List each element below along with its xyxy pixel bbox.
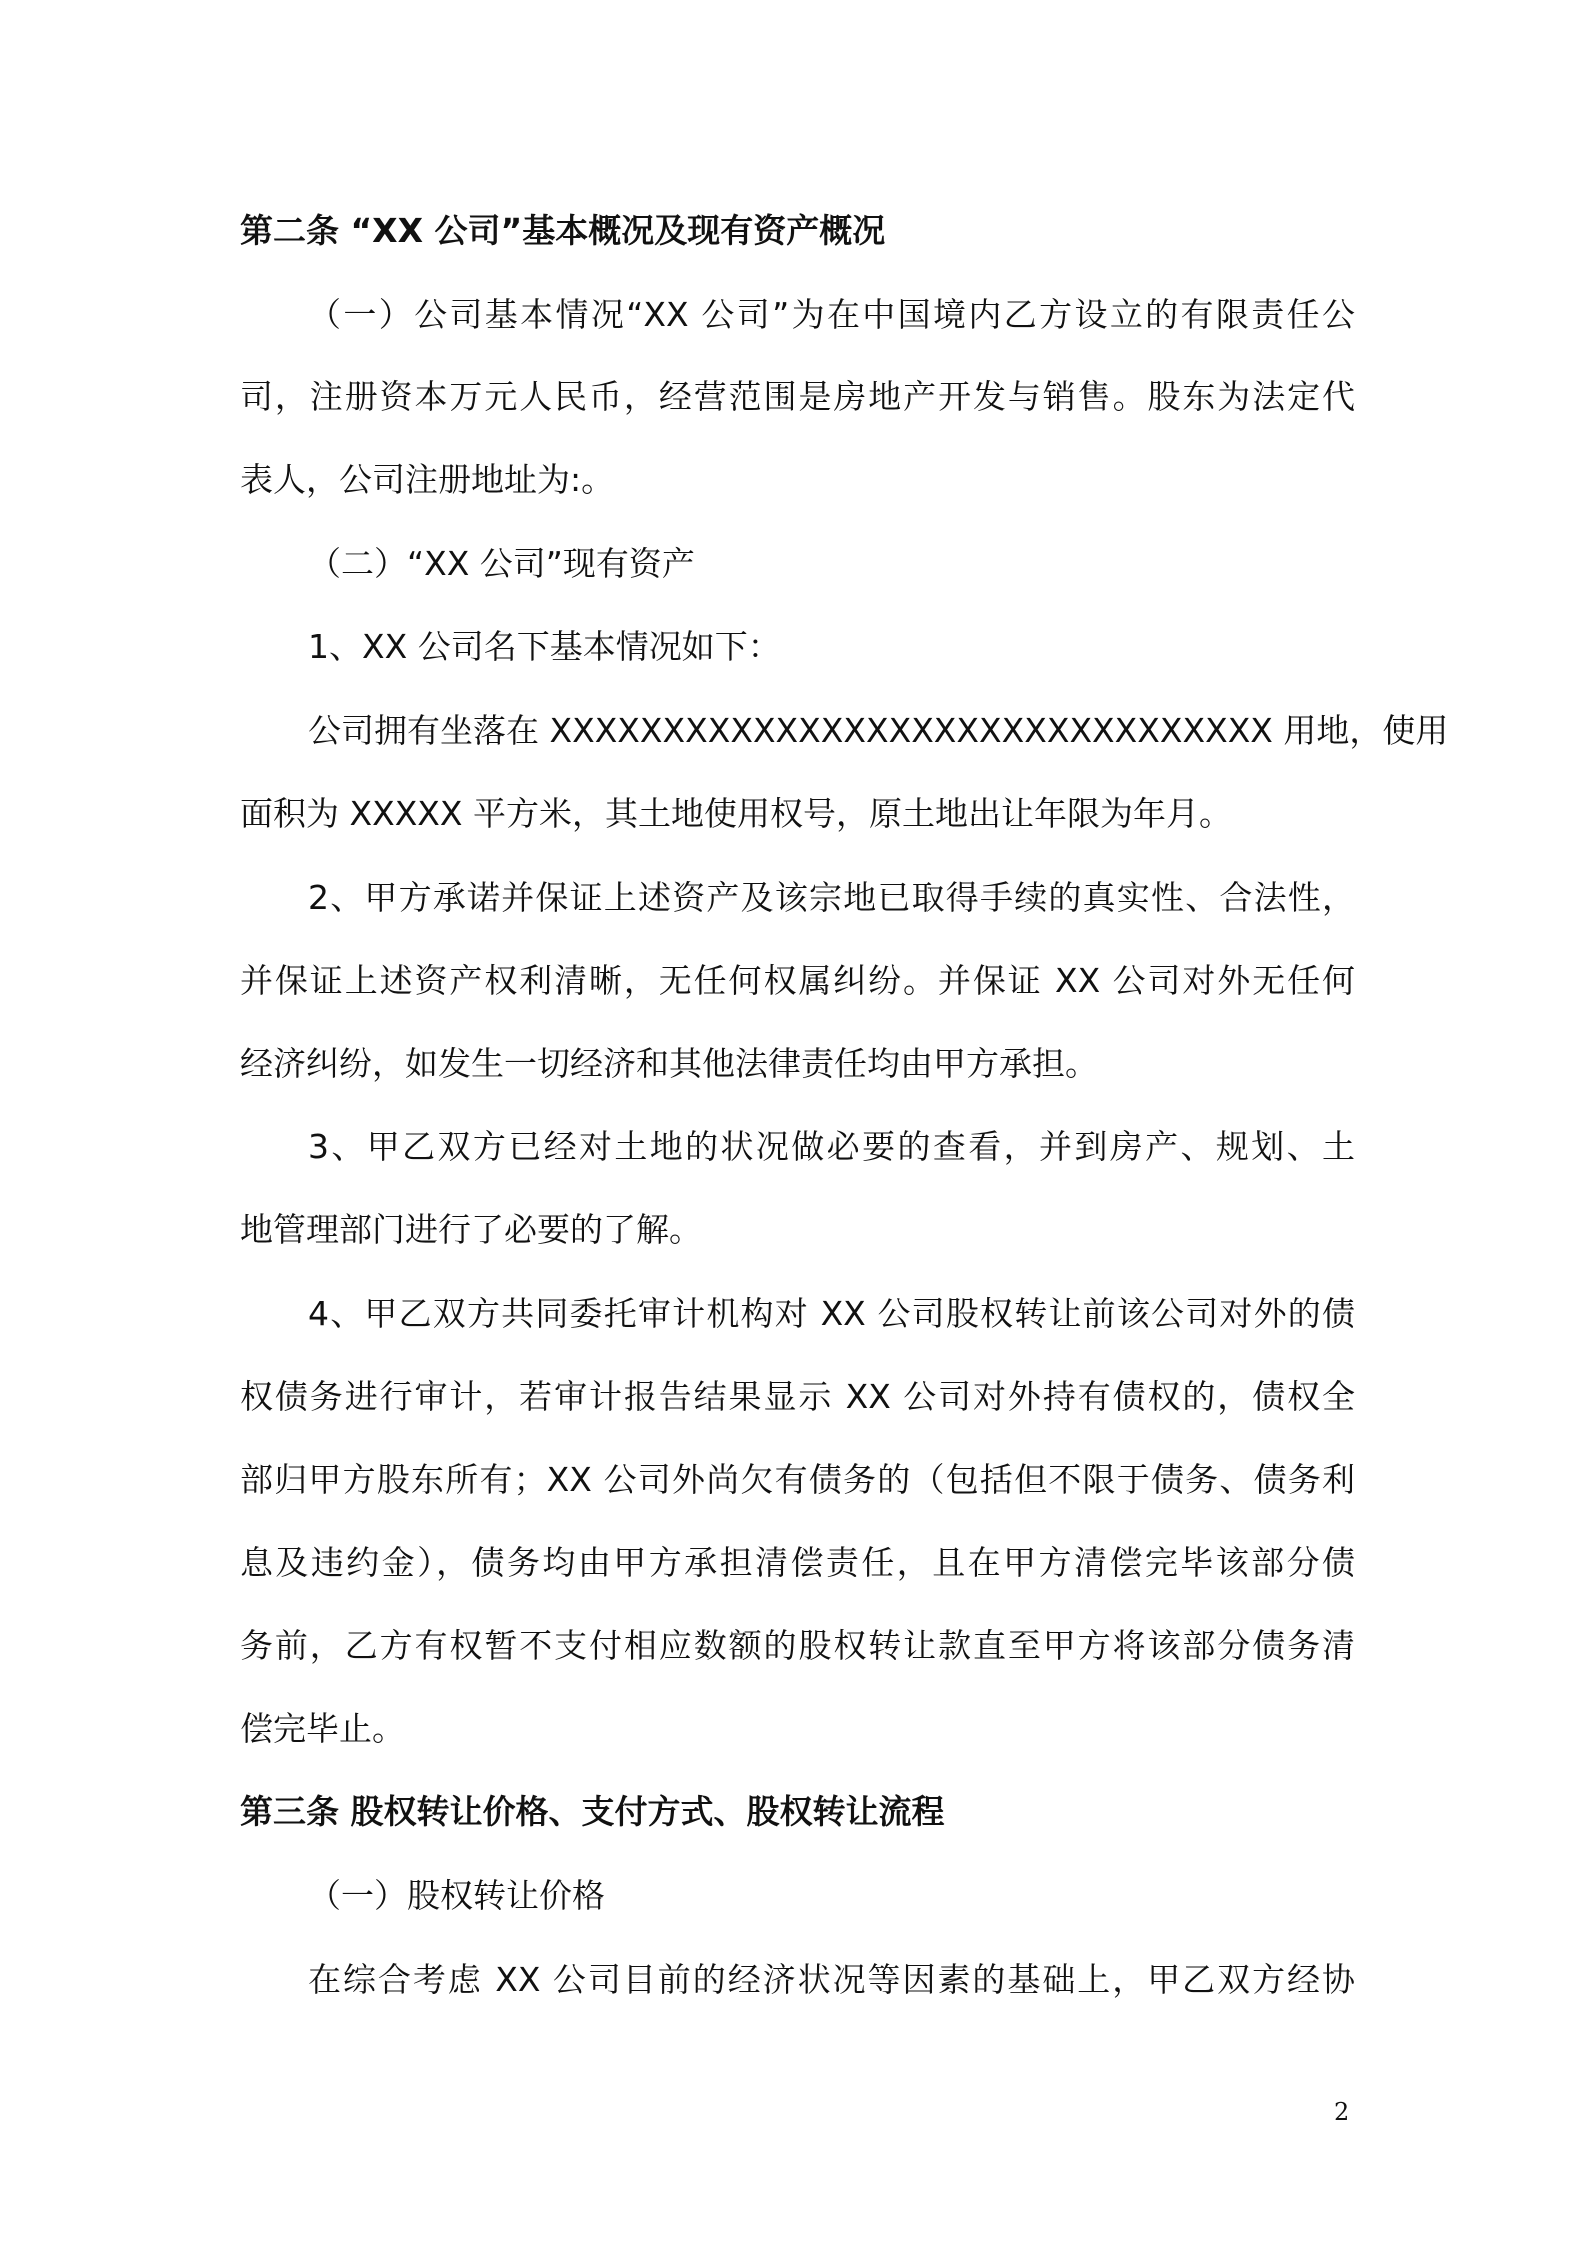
page-number: 2 — [1334, 2098, 1350, 2126]
paragraph-line: 并保证上述资产权利清晰，无任何权属纠纷。并保证 XX 公司对外无任何 — [240, 961, 1355, 1000]
paragraph-line: 地管理部门进行了必要的了解。 — [240, 1210, 702, 1249]
paragraph-line: 偿完毕止。 — [240, 1709, 405, 1748]
paragraph-line: 部归甲方股东所有；XX 公司外尚欠有债务的（包括但不限于债务、债务利 — [240, 1460, 1355, 1499]
paragraph-line: 4、甲乙双方共同委托审计机构对 XX 公司股权转让前该公司对外的债 — [308, 1294, 1355, 1333]
paragraph-line: 经济纠纷，如发生一切经济和其他法律责任均由甲方承担。 — [240, 1044, 1098, 1083]
subsection-title: （一）股权转让价格 — [308, 1876, 605, 1915]
paragraph-line: 司，注册资本万元人民币，经营范围是房地产开发与销售。股东为法定代 — [240, 377, 1355, 416]
list-item-title: 1、XX 公司名下基本情况如下： — [308, 627, 781, 666]
paragraph-line: 息及违约金），债务均由甲方承担清偿责任，且在甲方清偿完毕该部分债 — [240, 1543, 1355, 1582]
section-heading-article-3: 第三条 股权转让价格、支付方式、股权转让流程 — [240, 1792, 945, 1831]
paragraph-line: （一）公司基本情况“XX 公司”为在中国境内乙方设立的有限责任公 — [308, 295, 1355, 334]
section-heading-article-2: 第二条 “XX 公司”基本概况及现有资产概况 — [240, 211, 886, 250]
paragraph-line: 面积为 XXXXX 平方米，其土地使用权号，原土地出让年限为年月。 — [240, 794, 1233, 833]
paragraph-line: 3、甲乙双方已经对土地的状况做必要的查看，并到房产、规划、土 — [308, 1127, 1355, 1166]
paragraph-line: 务前，乙方有权暂不支付相应数额的股权转让款直至甲方将该部分债务清 — [240, 1626, 1355, 1665]
subsection-title: （二）“XX 公司”现有资产 — [308, 544, 695, 583]
paragraph-line: 权债务进行审计，若审计报告结果显示 XX 公司对外持有债权的，债权全 — [240, 1377, 1355, 1416]
paragraph-line: 表人，公司注册地址为:。 — [240, 460, 615, 499]
paragraph-line: 2、甲方承诺并保证上述资产及该宗地已取得手续的真实性、合法性， — [308, 878, 1355, 917]
paragraph-line: 公司拥有坐落在 XXXXXXXXXXXXXXXXXXXXXXXXXXXXXXXX 用地，使用 — [308, 711, 1449, 750]
paragraph-line: 在综合考虑 XX 公司目前的经济状况等因素的基础上，甲乙双方经协 — [308, 1960, 1355, 1999]
